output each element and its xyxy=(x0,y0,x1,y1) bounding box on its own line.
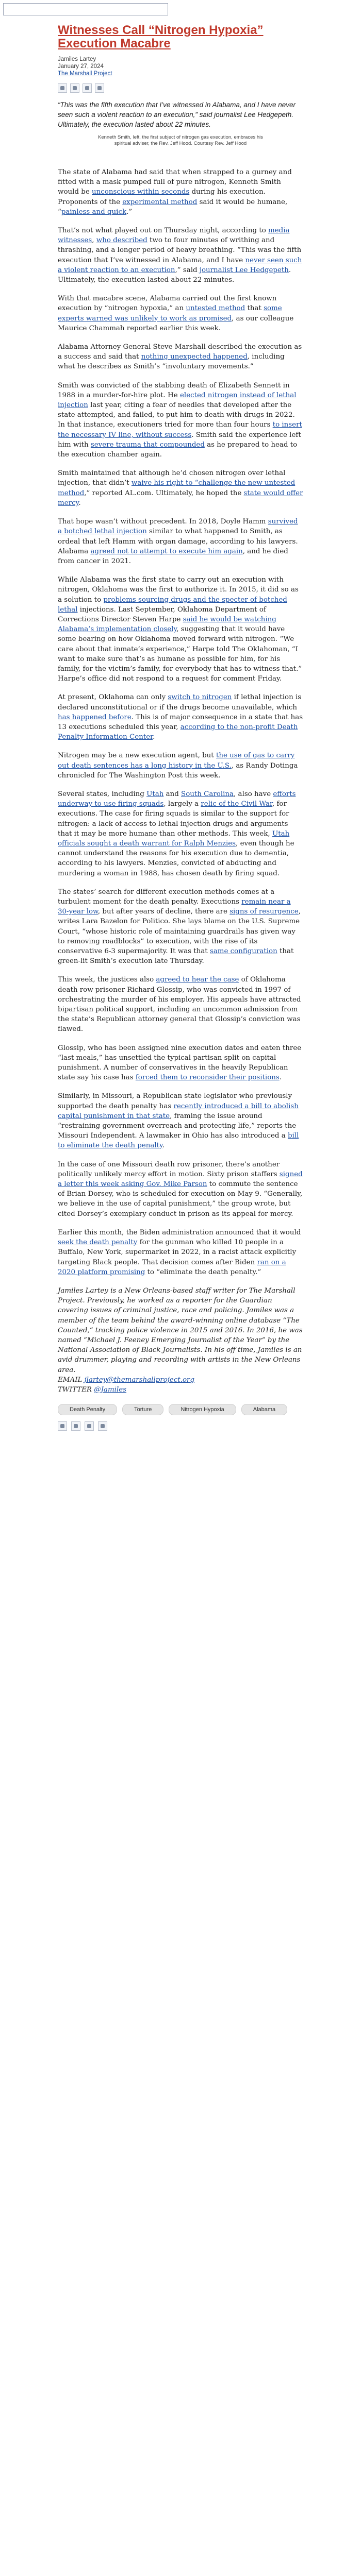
facebook-icon[interactable] xyxy=(58,83,67,93)
paragraph-text: ,” said xyxy=(175,266,200,274)
paragraph-text: , even though he cannot understand the reasons for his execution due to dementia, according to his lawyers. Menzies, convicted of abducting and murdering a woman in 1988, has chosen death by firing squad. xyxy=(58,839,294,877)
inline-link[interactable]: Utah xyxy=(146,790,164,798)
paragraph-text: ,” reported AL.com. Ultimately, he hoped the xyxy=(84,489,244,497)
inline-link[interactable]: state would offer mercy xyxy=(58,489,303,507)
inline-link[interactable]: signs of resurgence xyxy=(229,908,299,916)
article-paragraph xyxy=(58,468,303,508)
paragraph-text: . Smith said the experience left him with xyxy=(58,431,301,449)
article-paragraph xyxy=(58,887,303,967)
inline-link[interactable]: bill to eliminate the death penalty xyxy=(58,1132,299,1150)
paragraph-text: during his execution. Proponents of the xyxy=(58,188,266,206)
article-paragraph xyxy=(58,294,303,333)
inline-link[interactable]: agreed to hear the case xyxy=(156,976,239,984)
paragraph-text: At present, Oklahoma can only xyxy=(58,693,168,702)
article-body xyxy=(58,167,303,1277)
inline-link[interactable]: said he would be watching Alabama’s implementation closely xyxy=(58,615,276,634)
inline-link[interactable]: waive his right to “challenge the new untested method xyxy=(58,479,296,497)
share-bar-bottom xyxy=(58,1421,303,1431)
inline-link[interactable]: ran on a 2020 platform promising xyxy=(58,1258,286,1276)
byline xyxy=(58,56,303,77)
paragraph-text: last year, citing a fear of needles that developed after the state attempted, and failed, to put him to death with drugs in 2022. In that instance, executioners tried for more than four hours xyxy=(58,401,295,429)
paragraph-text: . xyxy=(153,733,155,741)
paragraph-text: Alabama Attorney General Steve Marshall described the execution as a success and said that xyxy=(58,343,302,361)
article-paragraph xyxy=(58,1228,303,1277)
inline-link[interactable]: unconscious within seconds xyxy=(92,188,190,196)
paragraph-text: Several states, including xyxy=(58,790,147,798)
inline-link[interactable]: untested method xyxy=(186,304,245,313)
article-paragraph xyxy=(58,1091,303,1150)
paragraph-text: and xyxy=(163,790,182,798)
facebook-icon[interactable] xyxy=(58,1421,67,1431)
paragraph-text: , largely a xyxy=(163,800,201,808)
bio-text: EMAIL xyxy=(58,1376,85,1384)
photo-caption: Kenneth Smith, left, the first subject of nitrogen gas execution, embraces his spiritual adviser, the Rev. Jeff Hood. Courtesy Rev. Jeff Hood xyxy=(97,134,263,146)
paragraph-text: This week, the justices also xyxy=(58,976,156,984)
paragraph-text: as he prepared to head to the execution chamber again. xyxy=(58,440,298,459)
paragraph-text: Similarly, in Missouri, a Republican state legislator who previously supported the death penalty has xyxy=(58,1092,292,1110)
inline-link[interactable]: nothing unexpected happened xyxy=(141,353,248,361)
inline-link[interactable]: media witnesses xyxy=(58,227,290,245)
inline-link[interactable]: same configuration xyxy=(209,947,277,956)
article-paragraph xyxy=(58,517,303,566)
paragraph-text: , writes Lara Bazelon for Politico. She lays blame on the U.S. Supreme Court, “whose historic role of maintaining guardrails has given way to removing roadblocks” to execution, with the rise of its conservative 6-3 supermajority. It was that xyxy=(58,908,301,956)
inline-link[interactable]: elected nitrogen instead of lethal injection xyxy=(58,391,297,410)
inline-link[interactable]: journalist Lee Hedgepeth xyxy=(199,266,289,274)
paragraph-text: , xyxy=(92,236,96,245)
inline-link[interactable]: signed a letter this week asking Gov. Mike Parson xyxy=(58,1170,303,1189)
paragraph-text: The states’ search for different execution methods comes at a turbulent moment for the death penalty. Executions xyxy=(58,888,275,906)
paragraph-text: of Oklahoma death row prisoner Richard Glossip, who was convicted in 1997 of orchestrating the murder of his employer. His appeals have attracted bipartisan political support, including an uncommon admission from the state’s Republican attorney general that Glossip’s conviction was flawed. xyxy=(58,976,301,1033)
inline-link[interactable]: South Carolina xyxy=(181,790,234,798)
tag-chip[interactable]: Alabama xyxy=(241,1404,287,1415)
inline-link[interactable]: experimental method xyxy=(122,198,198,206)
paragraph-text: if lethal injection is declared unconstitutional or if the drugs become unavailable, which xyxy=(58,693,302,711)
paragraph-text: . xyxy=(78,499,81,507)
paragraph-text: to “eliminate the death penalty.” xyxy=(145,1268,261,1276)
paragraph-text: . xyxy=(162,1142,165,1150)
paragraph-text: Glossip, who has been assigned nine execution dates and eaten three “last meals,” has unsettled the typical partisan split on capital punishment. A number of conservatives in the heavily Republican state say his case has xyxy=(58,1044,302,1082)
paragraph-text: Earlier this month, the Biden administration announced that it would xyxy=(58,1228,301,1236)
tag-chip[interactable]: Nitrogen Hypoxia xyxy=(169,1404,236,1415)
inline-link[interactable]: efforts underway to use firing squads xyxy=(58,790,296,808)
linkedin-icon[interactable] xyxy=(85,1421,94,1431)
inline-link[interactable]: agreed not to attempt to execute him again xyxy=(90,547,243,555)
article-paragraph xyxy=(58,1160,303,1219)
twitter-icon[interactable] xyxy=(70,83,79,93)
paragraph-text: injections. Last September, Oklahoma Department of Corrections Director Steven Harpe xyxy=(58,605,266,623)
inline-link[interactable]: the use of gas to carry out death sentences has a long history in the U.S. xyxy=(58,752,295,770)
email-icon[interactable] xyxy=(98,1421,107,1431)
paragraph-text: , but after years of decline, there are xyxy=(97,908,230,916)
author: Jamiles Lartey xyxy=(58,56,96,62)
inline-link[interactable]: painless and quick xyxy=(61,208,127,216)
paragraph-text: , framing the issue around “restraining government overreach and protecting life,” reports the Missouri Independent. A lawmaker in Ohio has also introduced a xyxy=(58,1112,297,1140)
tag-chip[interactable]: Death Penalty xyxy=(58,1404,117,1415)
article-paragraph xyxy=(58,975,303,1034)
paragraph-text: , as Randy Dotinga chronicled for The Washington Post this week. xyxy=(58,761,298,779)
share-bar-top xyxy=(58,83,303,93)
paragraph-text: similar to what happened to Smith, as ordeal that left Hamm with organ damage, according to his lawyers. Alabama xyxy=(58,528,298,555)
inline-link[interactable]: problems sourcing drugs and the specter of botched lethal xyxy=(58,596,287,614)
article-paragraph xyxy=(58,167,303,217)
article-paragraph xyxy=(58,575,303,684)
paragraph-text: While Alabama was the first state to carry out an execution with nitrogen, Oklahoma was the first to authorize it. In 2015, it did so as a solution to xyxy=(58,576,299,604)
paragraph-text: Nitrogen may be a new execution agent, but xyxy=(58,752,216,760)
article-paragraph xyxy=(58,692,303,742)
paragraph-text: , as our colleague Maurice Chammah reported earlier this week. xyxy=(58,314,294,332)
article-paragraph xyxy=(58,226,303,285)
article-title[interactable]: Witnesses Call “Nitrogen Hypoxia” Execution Macabre xyxy=(58,23,264,50)
paragraph-text: , and he died from cancer in 2021. xyxy=(58,547,288,565)
paragraph-text: That’s not what played out on Thursday night, according to xyxy=(58,227,269,235)
paragraph-text: In the case of one Missouri death row prisoner, there’s another politically unlikely mercy effort in motion. Sixty prison staffers xyxy=(58,1160,280,1178)
author-bio xyxy=(58,1286,303,1395)
paragraph-text: , also have xyxy=(234,790,273,798)
inline-link[interactable]: forced them to reconsider their positions xyxy=(135,1074,280,1082)
paragraph-text: .” xyxy=(126,208,133,216)
inline-link[interactable]: has happened before xyxy=(58,713,132,721)
paragraph-text: two to four minutes of writhing and thrashing, and a longer period of heavy breathing. “This was the fifth execution that I’ve witnessed in Alabama, and I have xyxy=(58,236,302,264)
paragraph-text: , for executions. The case for firing squads is similar to the support for nitrogen: a lack of access to lethal injection drugs and arguments that it may be more humane than other methods. This week, xyxy=(58,800,289,838)
paragraph-text: Smith was convicted of the stabbing death of Elizabeth Sennett in 1988 in a murder-for-hire plot. He xyxy=(58,381,290,399)
article-column xyxy=(58,24,303,1446)
paragraph-text: said it would be humane, “ xyxy=(58,198,288,216)
inline-link[interactable]: who described xyxy=(96,236,147,245)
paragraph-text: . Ultimately, the execution lasted about 22 minutes. xyxy=(58,266,291,284)
inline-link[interactable]: remain near a 30-year low xyxy=(58,898,291,916)
twitter-icon[interactable] xyxy=(71,1421,80,1431)
paragraph-text: Smith maintained that although he’d chosen nitrogen over lethal injection, that didn’t xyxy=(58,469,286,487)
inline-link[interactable]: recently introduced a bill to abolish capital punishment in that state xyxy=(58,1102,299,1120)
bio-link[interactable]: jlartey@themarshallproject.org xyxy=(84,1376,195,1384)
bio-link[interactable]: @Jamiles xyxy=(94,1385,127,1394)
paragraph-text: . This is of major consequence in a state that has 13 executions scheduled this year, xyxy=(58,713,303,731)
publish-date: January 27, 2024 xyxy=(58,63,104,70)
paragraph-text: to commute the sentence of Brian Dorsey, who is scheduled for execution on May 9. “Generally, we believe in the use of capital punishment,” the group wrote, but cited Dorsey’s exemplary conduct in prison as its appeal for mercy. xyxy=(58,1180,303,1218)
pull-quote: “This was the fifth execution that I’ve witnessed in Alabama, and I have never seen such a violent reaction to an execution,” said journalist Lee Hedgepeth. Ultimately, the execution lasted about 22 minutes. xyxy=(58,101,296,128)
publication-link[interactable]: The Marshall Project xyxy=(58,71,112,77)
inline-link[interactable]: to insert the necessary IV line, without success xyxy=(58,421,302,439)
paragraph-text: The state of Alabama had said that when strapped to a gurney and fitted with a mask pumped full of pure nitrogen, Kenneth Smith would be xyxy=(58,168,292,196)
article-paragraph xyxy=(58,751,303,781)
inline-link[interactable]: never seen such a violent reaction to an execution xyxy=(58,256,302,274)
inline-link[interactable]: relic of the Civil War xyxy=(201,800,272,808)
article-paragraph xyxy=(58,381,303,460)
article-paragraph xyxy=(58,342,303,372)
tag-list xyxy=(58,1404,303,1415)
inline-link[interactable]: some experts warned was unlikely to work as promised xyxy=(58,304,282,323)
paragraph-text: . xyxy=(279,1074,282,1082)
paragraph-text: With that macabre scene, Alabama carried out the first known execution by “nitrogen hypoxia,” an xyxy=(58,295,277,313)
inline-link[interactable]: Utah officials sought a death warrant for Ralph Menzies xyxy=(58,829,290,848)
paragraph-text: that xyxy=(245,304,264,313)
inline-link[interactable]: survived a botched lethal injection xyxy=(58,518,298,536)
inline-link[interactable]: severe trauma that compounded xyxy=(90,440,205,449)
inline-link[interactable]: switch to nitrogen xyxy=(168,693,232,702)
paragraph-text: that green-lit Smith’s execution late Thursday. xyxy=(58,947,294,965)
linkedin-icon[interactable] xyxy=(83,83,92,93)
paragraph-text: for the gunman who killed 10 people in a Buffalo, New York, supermarket in 2022, in a racist attack explicitly targeting Black people. That decision comes after Biden xyxy=(58,1239,297,1266)
article-paragraph xyxy=(58,789,303,878)
paragraph-text: That hope wasn’t without precedent. In 2018, Doyle Hamm xyxy=(58,518,268,526)
inline-link[interactable]: according to the non-profit Death Penalty Information Center xyxy=(58,723,298,741)
tag-chip[interactable]: Torture xyxy=(122,1404,163,1415)
paragraph-text: , suggesting that it would have some bearing on how Oklahoma moved forward with nitrogen. “We care about that inmate’s experience,” Harpe told The Oklahoman, “I want to make sure that’s as humane as possible for him, for his family, for the victim’s family, for everybody that has to witness that.” Harpe’s office did not respond to a request for comment Friday. xyxy=(58,625,302,683)
email-icon[interactable] xyxy=(95,83,104,93)
article-paragraph xyxy=(58,1043,303,1083)
paragraph-text: , including what he describes as Smith’s “involuntary movements.” xyxy=(58,353,285,371)
header-bar xyxy=(3,3,168,15)
inline-link[interactable]: seek the death penalty xyxy=(58,1239,138,1247)
bio-text: Jamiles Lartey is a New Orleans-based staff writer for The Marshall Project. Previously, he worked as a reporter for the Guardian covering issues of criminal justice, race and policing. Jamiles was a member of the team behind the award-winning online database “The Counted,” tracking police violence in 2015 and 2016. In 2016, he was named “Michael J. Feeney Emerging Journalist of the Year” by the National Association of Black Journalists. In his off time, Jamiles is an avid drummer, playing and recording with artists in the New Orleans area. xyxy=(58,1286,303,1374)
bio-text: TWITTER xyxy=(58,1385,94,1394)
